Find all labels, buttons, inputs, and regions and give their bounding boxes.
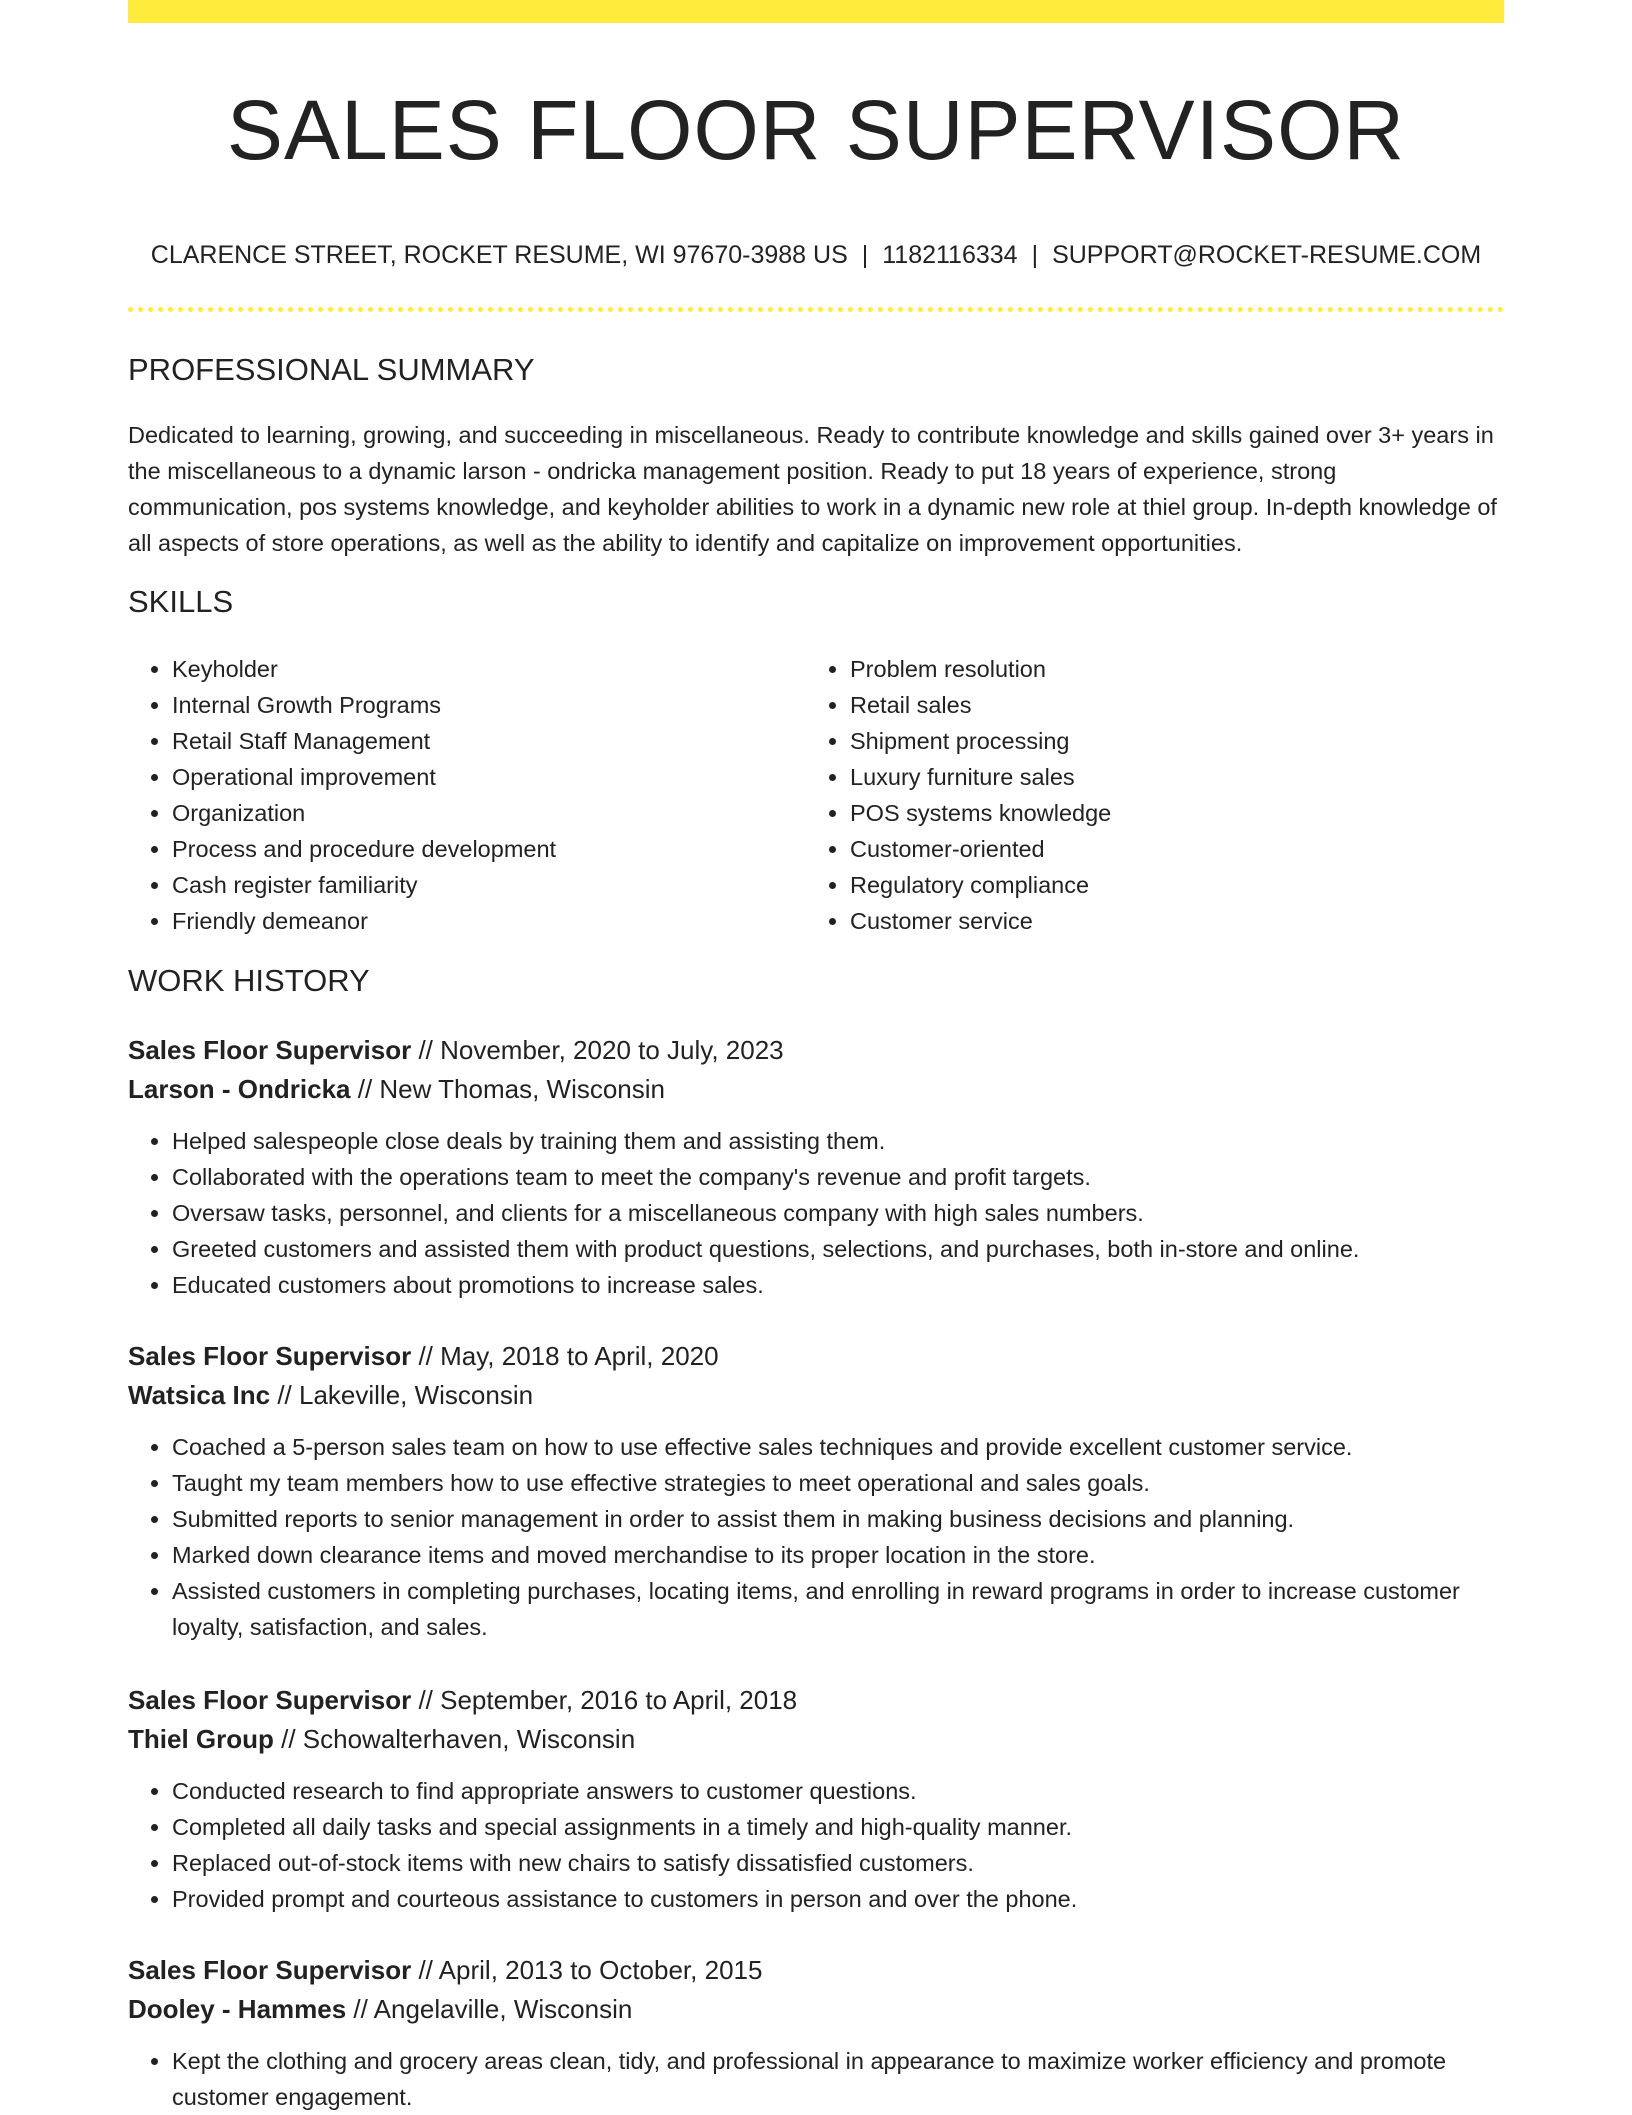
- skill-item: • Customer-oriented: [850, 831, 1510, 867]
- job-role: Sales Floor Supervisor: [128, 1035, 412, 1065]
- job-bullet: • Replaced out-of-stock items with new chairs to satisfy dissatisfied customers.: [172, 1845, 1504, 1881]
- job-title-line: [128, 1682, 1504, 1718]
- skill-item: • Organization: [172, 795, 832, 831]
- skill-item: • Regulatory compliance: [850, 867, 1510, 903]
- job-dates: // September, 2016 to April, 2018: [411, 1685, 798, 1715]
- job-location: // Angelaville, Wisconsin: [346, 1994, 633, 2024]
- skill-item: • Keyholder: [172, 651, 832, 687]
- job-location: // New Thomas, Wisconsin: [350, 1074, 666, 1104]
- contact-separator: |: [1031, 241, 1039, 269]
- job-bullet: • Collaborated with the operations team to meet the company's revenue and profit targets.: [172, 1159, 1504, 1195]
- job-entry: [128, 1952, 1504, 2115]
- job-bullet: • Completed all daily tasks and special assignments in a timely and high-quality manner.: [172, 1809, 1504, 1845]
- skill-item: • Operational improvement: [172, 759, 832, 795]
- job-bullet: • Helped salespeople close deals by training them and assisting them.: [172, 1123, 1504, 1159]
- job-bullet: • Taught my team members how to use effective strategies to meet operational and sales goals.: [172, 1465, 1504, 1501]
- job-title-line: [128, 1952, 1504, 1988]
- skill-item: • Shipment processing: [850, 723, 1510, 759]
- job-company: Larson - Ondricka: [128, 1074, 351, 1104]
- contact-email: SUPPORT@ROCKET-RESUME.COM: [1052, 241, 1482, 269]
- job-company: Thiel Group: [128, 1724, 274, 1754]
- job-entry: [128, 1032, 1504, 1303]
- summary-text: Dedicated to learning, growing, and succeeding in miscellaneous. Ready to contribute knowledge and skills gained over 3+ years in the miscellaneous to a dynamic larson - ondricka management position. Ready to put 18 years of experience, strong communication, pos systems knowledge, and keyholder abilities to work in a dynamic new role at thiel group. In-depth knowledge of all aspects of store operations, as well as the ability to identify and capitalize on improvement opportunities.: [128, 422, 1497, 556]
- skills-heading: SKILLS: [128, 584, 234, 619]
- skills-list-left: [128, 651, 832, 939]
- job-company-line: [128, 1071, 1504, 1107]
- skill-item: • Customer service: [850, 903, 1510, 939]
- dotted-divider: [128, 307, 1504, 312]
- job-title-line: [128, 1032, 1504, 1068]
- work-history-heading: WORK HISTORY: [128, 963, 370, 998]
- job-company-line: [128, 1721, 1504, 1757]
- job-bullet: • Submitted reports to senior management in order to assist them in making business decisions and planning.: [172, 1501, 1504, 1537]
- job-dates: // November, 2020 to July, 2023: [411, 1035, 784, 1065]
- job-bullet: • Conducted research to find appropriate answers to customer questions.: [172, 1773, 1504, 1809]
- candidate-name: SALES FLOOR SUPERVISOR: [226, 83, 1406, 177]
- job-bullets: [128, 1429, 1504, 1645]
- summary-heading: PROFESSIONAL SUMMARY: [128, 352, 535, 387]
- contact-line: [128, 240, 1504, 270]
- job-bullet: • Provided prompt and courteous assistance to customers in person and over the phone.: [172, 1881, 1504, 1917]
- job-entry: [128, 1338, 1504, 1645]
- contact-phone: 1182116334: [882, 241, 1018, 269]
- job-bullet: • Greeted customers and assisted them with product questions, selections, and purchases, both in-store and online.: [172, 1231, 1504, 1267]
- contact-separator: |: [861, 241, 869, 269]
- job-bullet: • Assisted customers in completing purchases, locating items, and enrolling in reward programs in order to increase customer loyalty, satisfaction, and sales.: [172, 1573, 1504, 1645]
- job-dates: // April, 2013 to October, 2015: [411, 1955, 763, 1985]
- job-bullet: • Oversaw tasks, personnel, and clients for a miscellaneous company with high sales numbers.: [172, 1195, 1504, 1231]
- job-dates: // May, 2018 to April, 2020: [411, 1341, 719, 1371]
- top-accent-bar: [128, 0, 1504, 23]
- job-bullet: • Coached a 5-person sales team on how to use effective sales techniques and provide excellent customer service.: [172, 1429, 1504, 1465]
- job-bullets: [128, 2043, 1504, 2115]
- job-company-line: [128, 1991, 1504, 2027]
- job-company: Dooley - Hammes: [128, 1994, 347, 2024]
- job-role: Sales Floor Supervisor: [128, 1685, 412, 1715]
- job-title-line: [128, 1338, 1504, 1374]
- resume-content: [128, 0, 1504, 2110]
- skills-list-right: [806, 651, 1510, 939]
- skill-item: • Friendly demeanor: [172, 903, 832, 939]
- job-location: // Schowalterhaven, Wisconsin: [273, 1724, 636, 1754]
- job-role: Sales Floor Supervisor: [128, 1955, 412, 1985]
- job-bullet: • Educated customers about promotions to increase sales.: [172, 1267, 1504, 1303]
- skill-item: • Internal Growth Programs: [172, 687, 832, 723]
- skill-item: • Cash register familiarity: [172, 867, 832, 903]
- skill-item: • Problem resolution: [850, 651, 1510, 687]
- skill-item: • Retail Staff Management: [172, 723, 832, 759]
- contact-address: CLARENCE STREET, ROCKET RESUME, WI 97670-3988 US: [150, 241, 848, 269]
- job-bullet: • Marked down clearance items and moved merchandise to its proper location in the store.: [172, 1537, 1504, 1573]
- job-location: // Lakeville, Wisconsin: [270, 1380, 534, 1410]
- job-bullet: • Kept the clothing and grocery areas clean, tidy, and professional in appearance to maximize worker efficiency and promote customer engagement.: [172, 2043, 1504, 2115]
- job-company: Watsica Inc: [128, 1380, 271, 1410]
- job-company-line: [128, 1377, 1504, 1413]
- skill-item: • POS systems knowledge: [850, 795, 1510, 831]
- job-bullets: [128, 1123, 1504, 1303]
- skill-item: • Process and procedure development: [172, 831, 832, 867]
- skill-item: • Luxury furniture sales: [850, 759, 1510, 795]
- job-role: Sales Floor Supervisor: [128, 1341, 412, 1371]
- job-bullets: [128, 1773, 1504, 1917]
- skill-item: • Retail sales: [850, 687, 1510, 723]
- job-entry: [128, 1682, 1504, 1917]
